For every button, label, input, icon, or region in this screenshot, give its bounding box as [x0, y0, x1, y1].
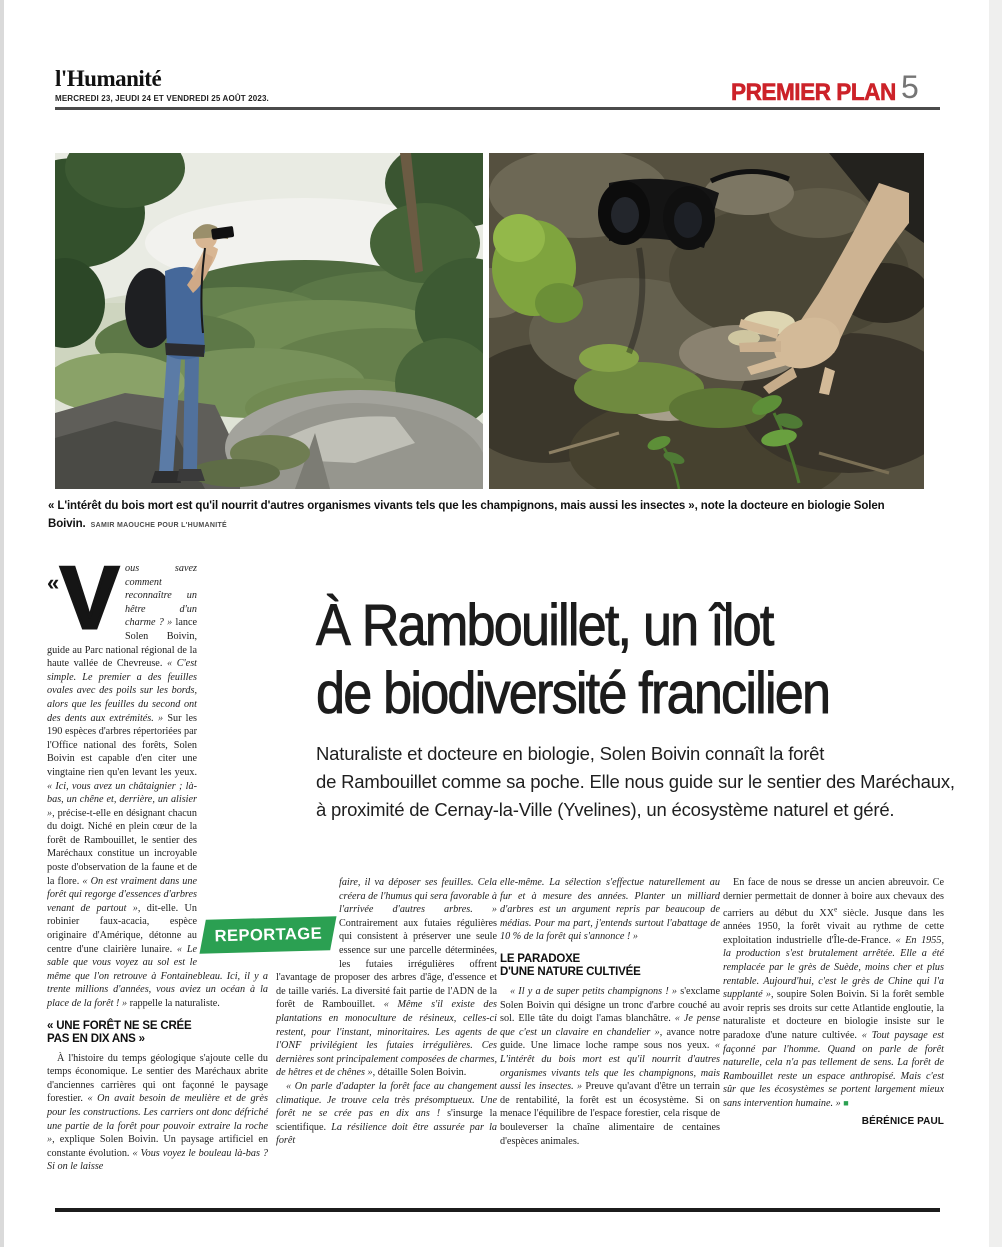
drop-cap-letter: V	[60, 548, 119, 647]
page-right-edge	[989, 0, 1002, 1247]
paragraph-text: ous savez comment reconnaître un hêtre d'un charme ? » lance Solen Boivin, guide au Parc national régional de la haute vallée de Chevreuse. « C'est simple. Le premier a des feuilles ovales avec des poils sur les bords, alors que les feuilles du second ont des dents aux extrémités. » Sur les 190 espèces d'arbres répertoriées par l'Office national des forêts, Solen Boivin est capable d'en citer une vingtaine rien qu'en levant les yeux. « Ici, vous avez un châtaignier ; là-bas, un chêne et, derrière, un alisier », précise-t-elle en désignant chacun du doigt. Niché en plein cœur de la forêt de Rambouillet, le sentier des Maréchaux constitue un incroyable poste d'observation de la faune et de la flore. « On est vraiment dans une forêt qui regorge d'essences d'arbres venant de partout », dit-elle. Un robinier faux-acacia, espèce originaire d'Amérique, détonne au centre d'une clairière lunaire. « Le sable que vous voyez au sol est le même que l'on retrouve à Fontainebleau. Ici, il y a trente millions d'années, vous aviez un océan à la place de la forêt ! » rappelle la naturaliste.	[47, 563, 268, 1009]
photo-right-illustration	[489, 153, 924, 489]
paragraph-text: faire, il va déposer ses feuilles. Cela créera de l'humus qui sera favorable à l'arrivée d'autres arbres. » Contrairement aux futaies régulières qui consistent à préserver une seule essence sur une parcelle déterminées, les futaies irrégulières offrent l'avantage de proposer des arbres d'âge, d'essence et de taille variés. La diversité fait partie de l'ADN de la forêt de Rambouillet. « Même s'il existe des plantations en monoculture de résineux, celles-ci restent, pour l'instant, minoritaires. Les agents de l'ONF privilégient les futaies irrégulières. Ces dernières sont principalement composées de charmes, de hêtres et de chênes », détaille Solen Boivin.	[276, 877, 497, 1079]
bottom-rule	[55, 1208, 940, 1212]
body-paragraph: « On parle d'adapter la forêt face au changement climatique. Je trouve cela très présomptueux. Une forêt ne se crée pas en dix ans ! s'insurge la scientifique. La résilience doit être assurée par la forêt	[276, 1080, 498, 1147]
body-column-3	[500, 876, 720, 1212]
headline-line-2: de biodiversité francilien	[316, 661, 830, 726]
photo-caption: « L'intérêt du bois mort est qu'il nourrit d'autres organismes vivants tels que les champignons, mais aussi les insectes », note la docteure en biologie Solen Boivin.	[48, 500, 885, 530]
body-paragraph	[276, 876, 497, 1080]
body-paragraph	[723, 876, 944, 1110]
page-number: 5	[901, 69, 919, 105]
standfirst-line-2: de Rambouillet comme sa poche. Elle nous guide sur le sentier des Maréchaux,	[316, 771, 955, 792]
body-paragraph: À l'histoire du temps géologique s'ajoute celle du temps économique. Le sentier des Maréchaux abrite d'anciennes carrières qui ont façonné le paysage forestier. « On avait besoin de meulière et de grès pour les constructions. Les carriers ont donc défriché une partie de la forêt pour pouvoir extraire la roche », explique Solen Boivin. Un paysage artificiel en constante évolution. « Vous voyez le bouleau là-bas ? Si on le laisse	[47, 1052, 268, 1173]
subhead-paradoxe: LE PARADOXE D'UNE NATURE CULTIVÉE	[500, 952, 641, 979]
paragraph-text: En face de nous se dresse un ancien abreuvoir. Ce dernier permettait de donner à boire aux chevaux des carriers au début du XXe siècle. Jusque dans les années 1950, la forêt vivait au rythme de cette exploitation industrielle d'Île-de-France. « En 1955, la production s'est brutalement arrêtée. Elle a été remplacée par le grès de Suède, moins cher et plus rentable. Aujourd'hui, c'est le grès de Chine qui l'a supplanté », soupire Solen Boivin. Si la forêt semble avoir repris ses droits sur cette Atlantide engloutie, la naturaliste et docteure en biologie insiste sur le paradoxe d'une nature cultivée. « Tout paysage est façonné par l'homme. Quand on parle de forêt naturelle, cela n'a pas tellement de sens. La forêt de Rambouillet reste un espace anthropisé. Mais c'est sûr que les écosystèmes se portent largement mieux sans intervention humaine. »	[723, 877, 944, 1109]
reportage-badge-label: REPORTAGE	[214, 924, 322, 945]
headline-line-1: À Rambouillet, un îlot	[316, 593, 773, 658]
photo-credit: SAMIR MAOUCHE POUR L'HUMANITÉ	[90, 522, 228, 529]
photo-caption-row	[48, 496, 948, 532]
article-headline	[316, 592, 946, 728]
body-paragraph: elle-même. La sélection s'effectue naturellement au fur et à mesure des années. Planter un milliard d'arbres est un argument repris par beaucoup de médias. Pour ma part, j'entends surtout l'abattage de 10 % de la forêt qui s'annonce ! »	[500, 877, 720, 943]
body-column-4	[723, 876, 944, 1212]
body-paragraph: « Il y a de super petits champignons ! » s'exclame Solen Boivin qui désigne un tronc d'arbre couché au sol. Elle tâte du doigt l'amas blanchâtre. « Je pense que c'est un clavaire en chandelier », avance notre guide. Une limace loche rampe sous nos yeux. « L'intérêt du bois mort est qu'il nourrit d'autres organismes vivants tels que les champignons, mais aussi les insectes. » Preuve qu'avant d'être un terrain de rentabilité, la forêt est un écosystème. Si on menace l'équilibre de l'espace forestier, cela risque de bouleverser la chaîne alimentaire de centaines d'espèces animales.	[500, 985, 720, 1147]
byline: BÉRÉNICE PAUL	[861, 1116, 944, 1128]
page-left-edge	[0, 0, 4, 1247]
photo-naturalist-overlook	[55, 153, 483, 489]
article-standfirst	[316, 740, 976, 824]
section-label: PREMIER PLAN	[731, 79, 896, 106]
header-rule	[55, 107, 940, 110]
dateline: MERCREDI 23, JEUDI 24 ET VENDREDI 25 AOÛT 2023.	[55, 94, 269, 103]
masthead-logo: l'Humanité	[55, 66, 162, 91]
body-column-1	[47, 548, 268, 1210]
end-mark: ■	[843, 1097, 849, 1108]
photo-left-illustration	[55, 153, 483, 489]
standfirst-line-3: à proximité de Cernay-la-Ville (Yvelines), un écosystème naturel et géré.	[316, 799, 895, 820]
drop-cap-quote: «	[47, 570, 60, 595]
standfirst-line-1: Naturaliste et docteure en biologie, Solen Boivin connaît la forêt	[316, 743, 825, 764]
reportage-badge	[199, 916, 336, 953]
subhead-une-foret: « UNE FORÊT NE SE CRÉE PAS EN DIX ANS »	[47, 1019, 192, 1046]
drop-cap	[47, 548, 125, 647]
photo-hand-on-deadwood	[489, 153, 924, 489]
